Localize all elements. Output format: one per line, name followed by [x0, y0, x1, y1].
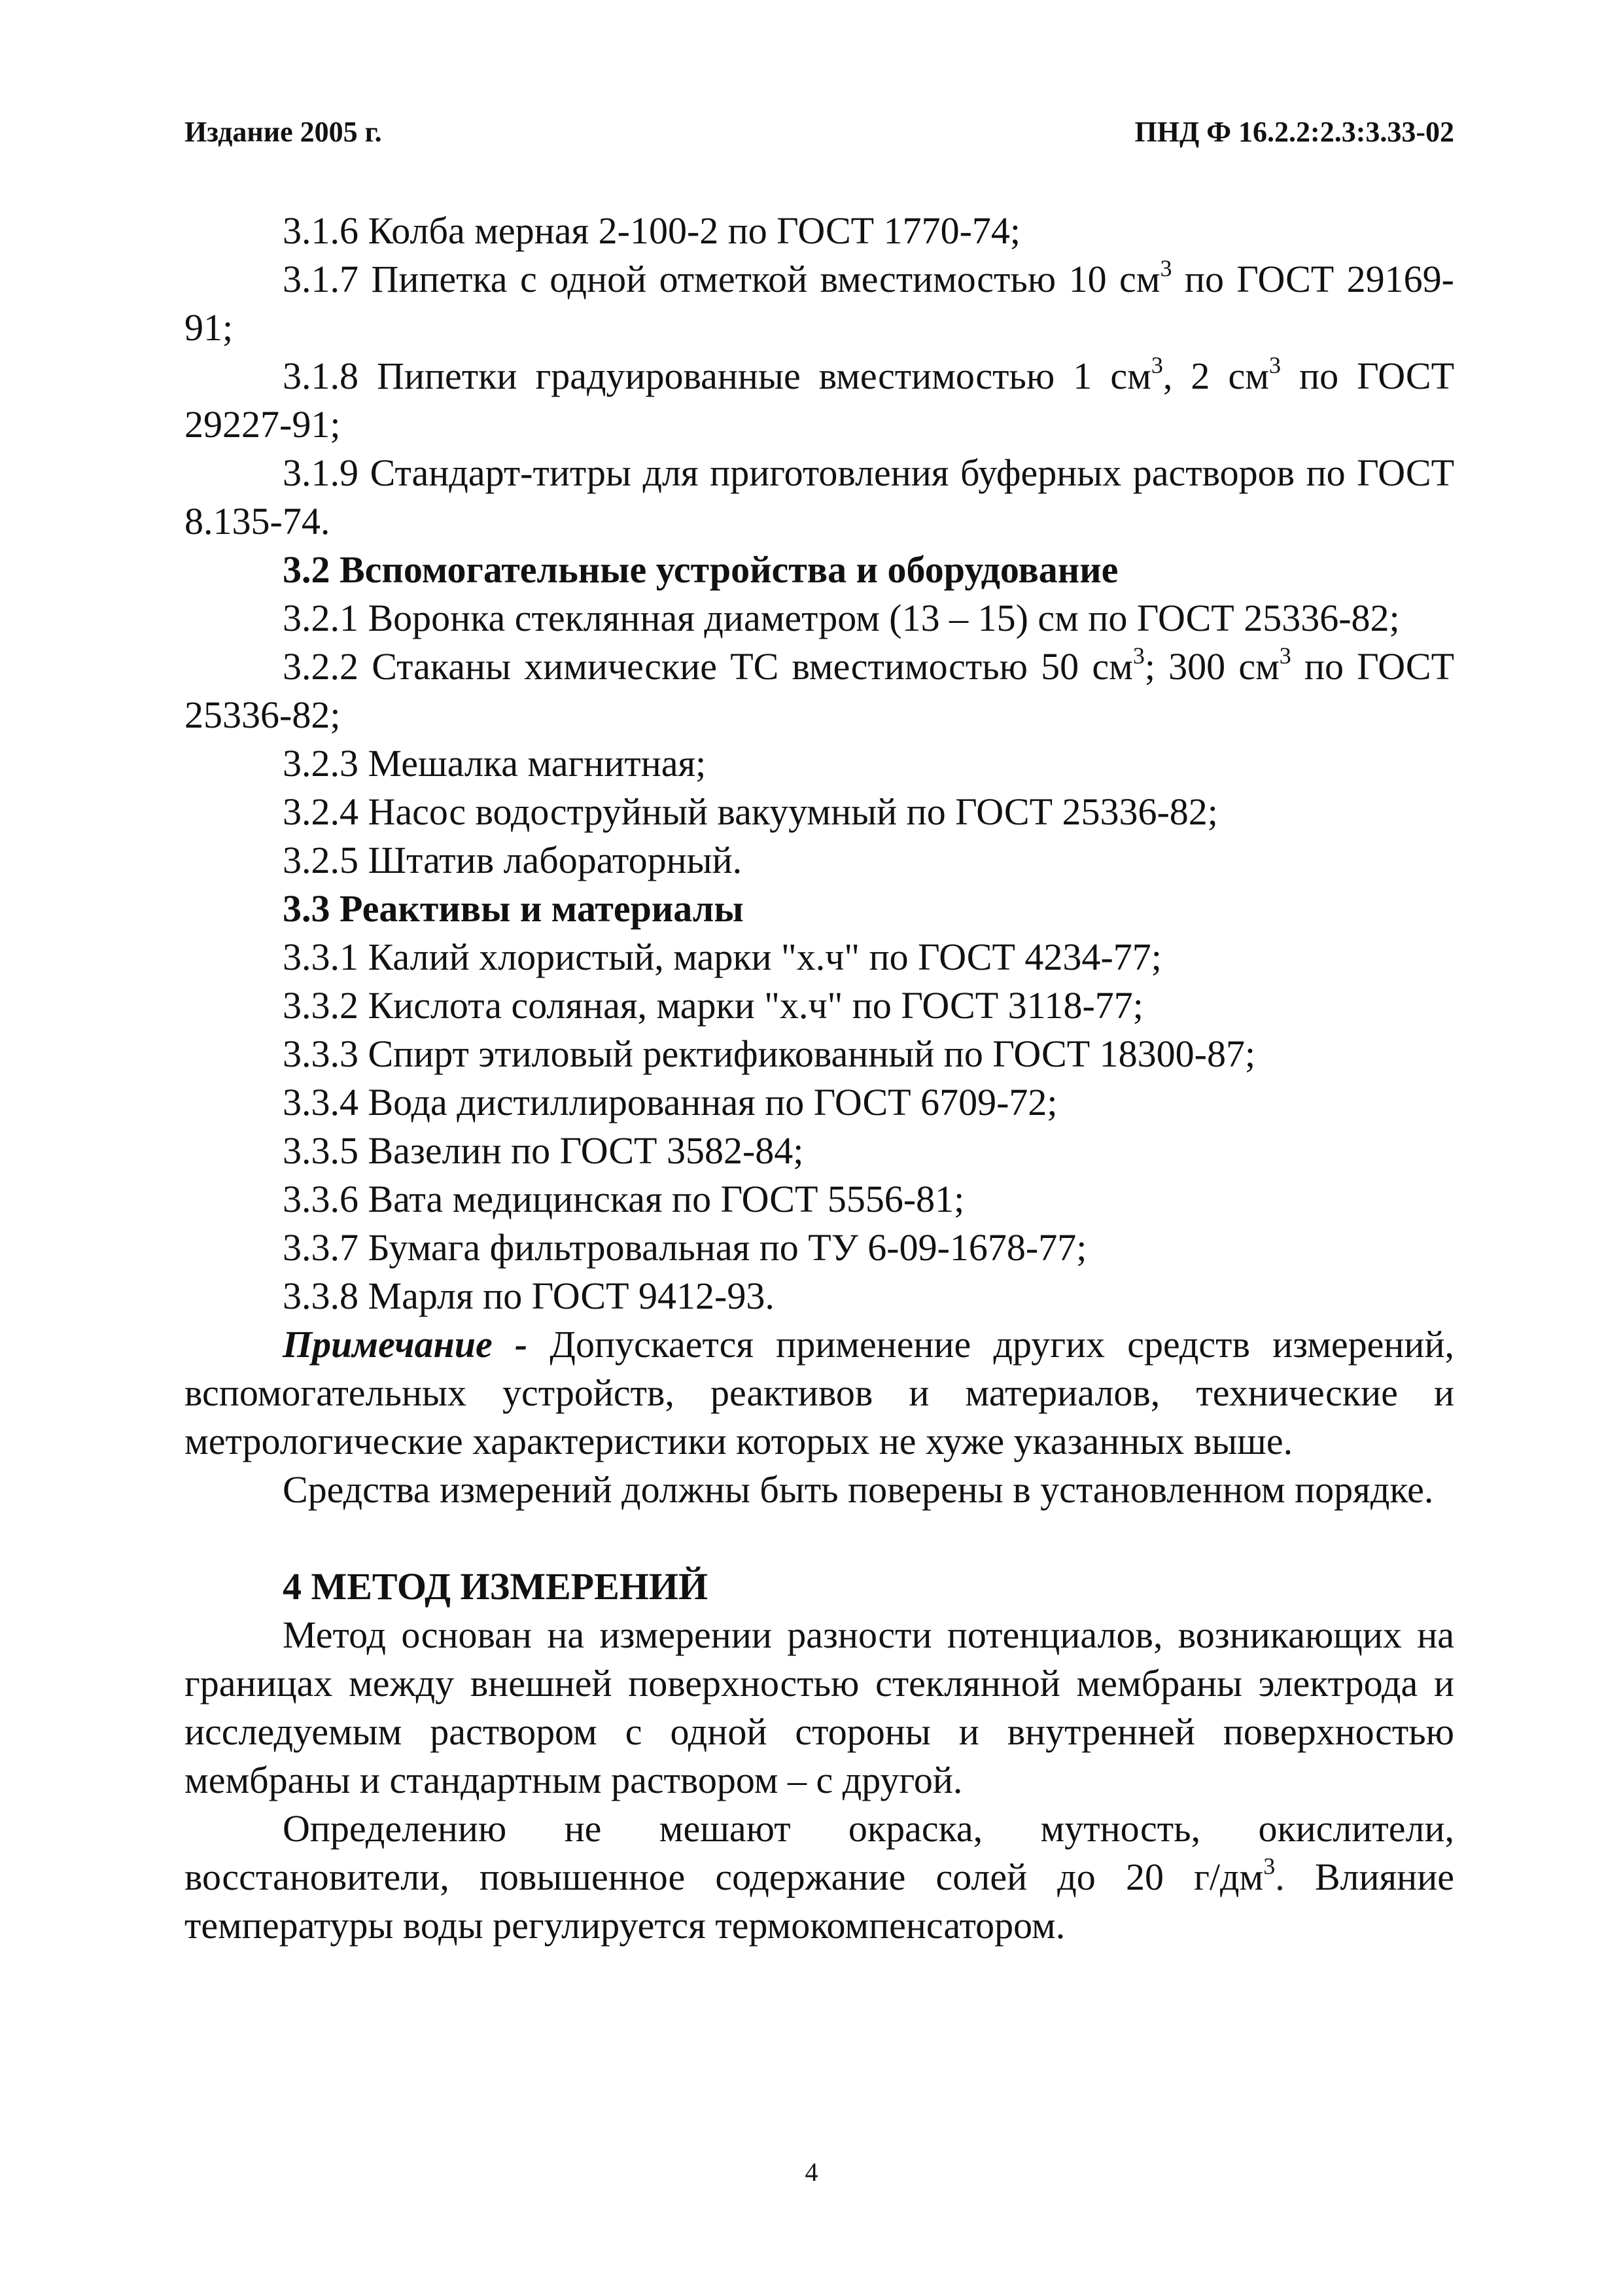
method-paragraph-2: Определению не мешают окраска, мутность, окислители, восстановители, повышенное содержание солей до 20 $г/дм^3$. Влияние температуры воды регулируется термокомпенсатором. — [184, 1807, 1455, 1947]
edition-label: Издание 2005 г. — [184, 116, 382, 148]
item-3-3-2: 3.3.2 Кислота соляная, марки "х.ч" по ГОСТ 3118-77; — [283, 984, 1143, 1027]
item-3-3-4: 3.3.4 Вода дистиллированная по ГОСТ 6709-72; — [283, 1081, 1058, 1123]
verification-paragraph: Средства измерений должны быть поверены в установленном порядке. — [283, 1468, 1434, 1511]
item-3-1-6: 3.1.6 Колба мерная 2-100-2 по ГОСТ 1770-74; — [283, 209, 1021, 252]
note-label: Примечание - — [283, 1323, 528, 1366]
document-code: ПНД Ф 16.2.2:2.3:3.33-02 — [1134, 116, 1454, 148]
item-3-3-8: 3.3.8 Марля по ГОСТ 9412-93. — [283, 1275, 775, 1317]
section-3-3-title: 3.3 Реактивы и материалы — [283, 887, 744, 930]
item-3-3-3: 3.3.3 Спирт этиловый ректификованный по ГОСТ 18300-87; — [283, 1033, 1256, 1075]
item-3-3-7: 3.3.7 Бумага фильтровальная по ТУ 6-09-1678-77; — [283, 1226, 1087, 1269]
item-3-2-3: 3.2.3 Мешалка магнитная; — [283, 742, 707, 785]
item-3-2-2: 3.2.2 Стаканы химические ТС вместимостью 50 $см^3$; 300 $см^3$ по ГОСТ 25336-82; — [184, 643, 1455, 736]
section-4-title: 4 МЕТОД ИЗМЕРЕНИЙ — [283, 1565, 708, 1608]
note-paragraph: Примечание - Допускается применение других средств измерений, вспомогательных устройств, реактивов и материалов, технические и метрологические характеристики которых не хуже указанных выше. — [184, 1323, 1455, 1462]
item-3-1-7: 3.1.7 Пипетка с одной отметкой вместимостью 10 $см^3$ по ГОСТ 29169-91; — [184, 255, 1454, 349]
section-3-2-title: 3.2 Вспомогательные устройства и оборудование — [283, 548, 1119, 591]
item-3-3-5: 3.3.5 Вазелин по ГОСТ 3582-84; — [283, 1129, 804, 1172]
page-number: 4 — [805, 2157, 818, 2187]
item-3-2-1: 3.2.1 Воронка стеклянная диаметром (13 – 15) см по ГОСТ 25336-82; — [283, 597, 1400, 639]
item-3-1-8: 3.1.8 Пипетки градуированные вместимостью 1 $см^3$, 2 $см^3$ по ГОСТ 29227-91; — [184, 352, 1454, 446]
item-3-1-9: 3.1.9 Стандарт-титры для приготовления буферных растворов по ГОСТ 8.135-74. — [184, 451, 1454, 542]
item-3-3-6: 3.3.6 Вата медицинская по ГОСТ 5556-81; — [283, 1178, 965, 1220]
item-3-2-4: 3.2.4 Насос водоструйный вакуумный по ГОСТ 25336-82; — [283, 790, 1218, 833]
item-3-2-5: 3.2.5 Штатив лабораторный. — [283, 839, 742, 881]
item-3-3-1: 3.3.1 Калий хлористый, марки "х.ч" по ГОСТ 4234-77; — [283, 936, 1162, 978]
document-body — [184, 207, 1454, 1950]
method-paragraph-1: Метод основан на измерении разности потенциалов, возникающих на границах между внешней поверхностью стеклянной мембраны электрода и исследуемым раствором с одной стороны и внутренней поверхностью мембраны и стандартным раствором – с другой. — [184, 1614, 1454, 1801]
